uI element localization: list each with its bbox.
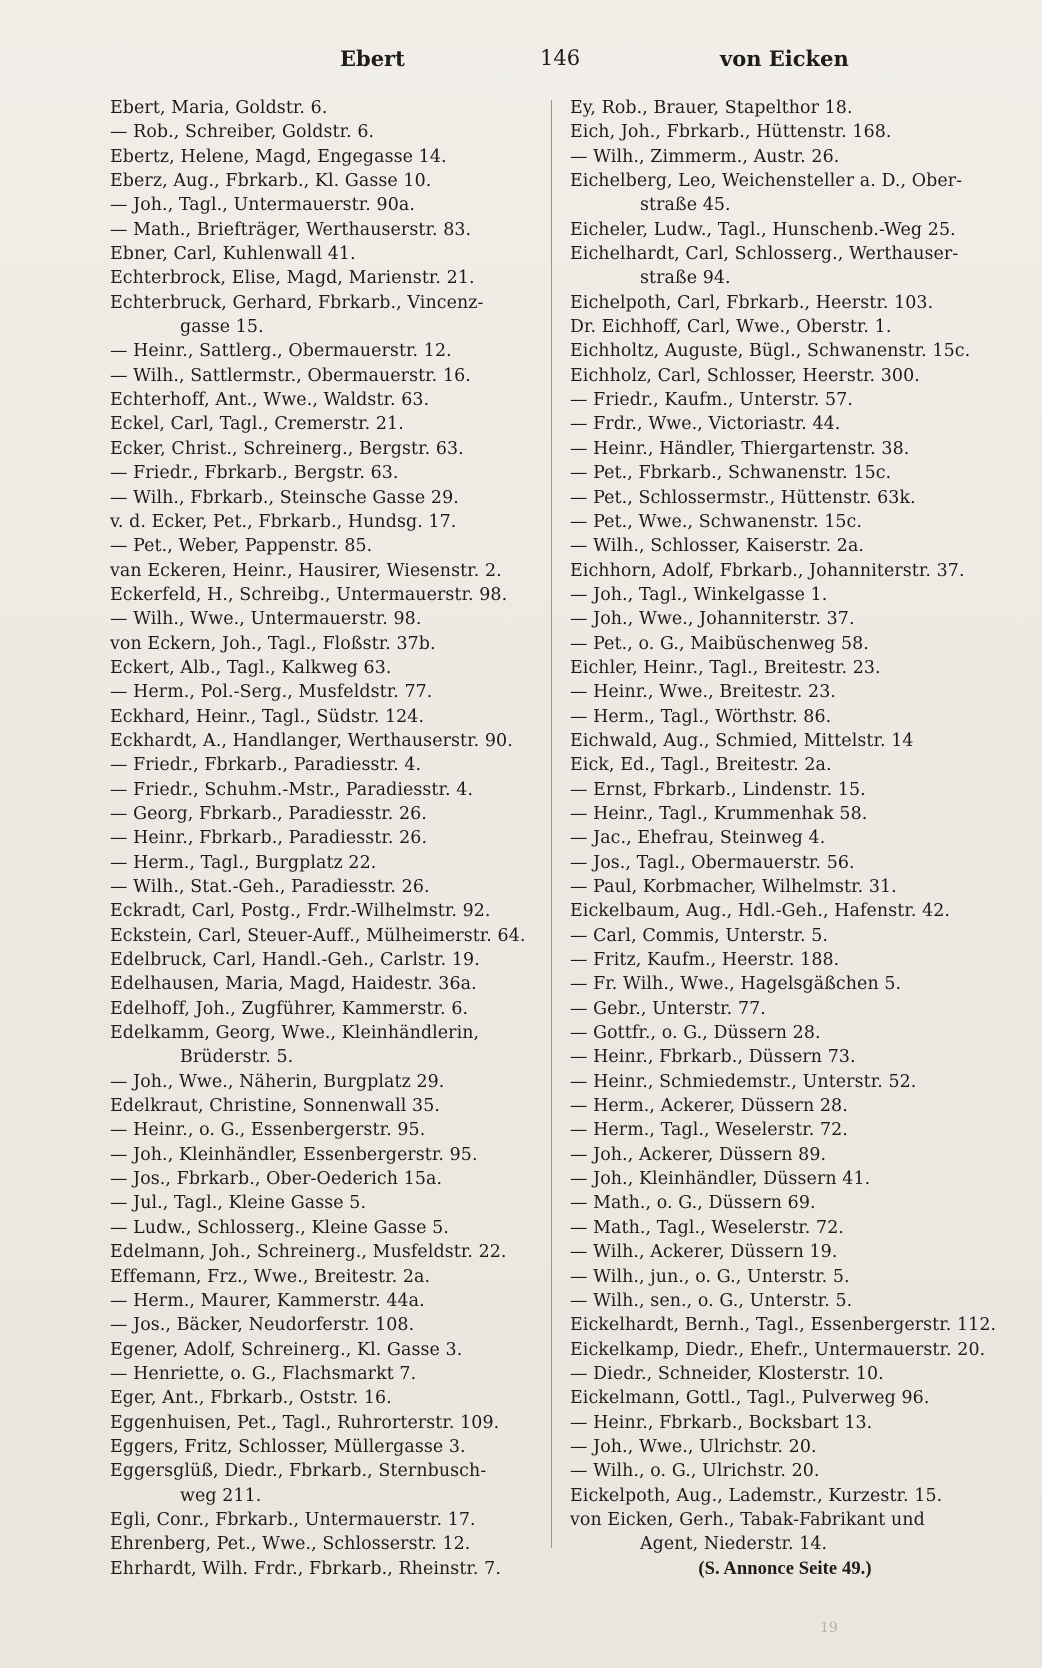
directory-entry: — Herm., Ackerer, Düssern 28. <box>570 1096 848 1117</box>
directory-entry: Echterbrock, Elise, Magd, Marienstr. 21. <box>110 268 475 289</box>
page-header <box>110 46 1000 82</box>
bleed-through-mark: 19 <box>820 1620 838 1636</box>
directory-entry: straße 45. <box>640 195 731 216</box>
directory-entry: Eckradt, Carl, Postg., Frdr.-Wilhelmstr. 92. <box>110 901 491 922</box>
directory-entry: Eichhorn, Adolf, Fbrkarb., Johanniterstr. 37. <box>570 560 965 581</box>
directory-entry: Edelkamm, Georg, Wwe., Kleinhändlerin, <box>110 1023 480 1044</box>
directory-entry: Eichelpoth, Carl, Fbrkarb., Heerstr. 103. <box>570 292 934 313</box>
directory-entry: Effemann, Frz., Wwe., Breitestr. 2a. <box>110 1266 431 1287</box>
directory-entry: Ecker, Christ., Schreinerg., Bergstr. 63. <box>110 438 464 459</box>
directory-entry: Eckstein, Carl, Steuer-Auff., Mülheimerstr. 64. <box>110 925 526 946</box>
directory-entry: — Math., o. G., Düssern 69. <box>570 1193 816 1214</box>
directory-entry: — Joh., Kleinhändler, Düssern 41. <box>570 1169 871 1190</box>
directory-entry: — Heinr., Tagl., Krummenhak 58. <box>570 803 868 824</box>
directory-entry: — Wilh., jun., o. G., Unterstr. 5. <box>570 1266 850 1287</box>
directory-entry: — Joh., Wwe., Näherin, Burgplatz 29. <box>110 1071 445 1092</box>
directory-entry: van Eckeren, Heinr., Hausirer, Wiesenstr. 2. <box>110 560 502 581</box>
directory-entry: — Wilh., Zimmerm., Austr. 26. <box>570 146 840 167</box>
directory-entry: — Rob., Schreiber, Goldstr. 6. <box>110 122 375 143</box>
directory-entry: Eichwald, Aug., Schmied, Mittelstr. 14 <box>570 730 914 751</box>
directory-entry: — Friedr., Fbrkarb., Bergstr. 63. <box>110 463 399 484</box>
directory-entry: — Wilh., o. G., Ulrichstr. 20. <box>570 1461 820 1482</box>
right-column <box>570 96 1000 1581</box>
directory-entry: Agent, Niederstr. 14. <box>640 1534 828 1555</box>
directory-entry: Eichelberg, Leo, Weichensteller a. D., Ober- <box>570 171 963 192</box>
directory-entry: — Wilh., Ackerer, Düssern 19. <box>570 1242 838 1263</box>
directory-entry: — Ernst, Fbrkarb., Lindenstr. 15. <box>570 779 866 800</box>
directory-entry: von Eicken, Gerh., Tabak-Fabrikant und <box>570 1509 925 1530</box>
directory-entry: — Henriette, o. G., Flachsmarkt 7. <box>110 1363 417 1384</box>
directory-entry: — Wilh., Wwe., Untermauerstr. 98. <box>110 609 422 630</box>
directory-entry: Eckhardt, A., Handlanger, Werthauserstr. 90. <box>110 730 513 751</box>
directory-entry: — Heinr., Wwe., Breitestr. 23. <box>570 682 837 703</box>
left-column <box>110 96 540 1581</box>
header-last-entry: von Eicken <box>720 46 849 71</box>
directory-entry: — Diedr., Schneider, Klosterstr. 10. <box>570 1363 884 1384</box>
directory-entry: — Pet., Weber, Pappenstr. 85. <box>110 536 373 557</box>
directory-entry: — Heinr., Fbrkarb., Paradiesstr. 26. <box>110 828 428 849</box>
directory-entry: v. d. Ecker, Pet., Fbrkarb., Hundsg. 17. <box>110 511 457 532</box>
directory-entry: — Joh., Ackerer, Düssern 89. <box>570 1144 827 1165</box>
directory-entry: — Math., Briefträger, Werthauserstr. 83. <box>110 219 472 240</box>
directory-entry: Ey, Rob., Brauer, Stapelthor 18. <box>570 98 853 118</box>
directory-entry: — Jos., Bäcker, Neudorferstr. 108. <box>110 1315 415 1336</box>
column-divider <box>551 100 552 1548</box>
directory-entry: gasse 15. <box>180 317 264 338</box>
directory-entry: Eich, Joh., Fbrkarb., Hüttenstr. 168. <box>570 122 892 143</box>
directory-entry: — Joh., Tagl., Untermauerstr. 90a. <box>110 195 415 216</box>
directory-entry: Eickelpoth, Aug., Lademstr., Kurzestr. 15. <box>570 1485 943 1506</box>
directory-entry: Eberz, Aug., Fbrkarb., Kl. Gasse 10. <box>110 171 432 192</box>
header-first-entry: Ebert <box>340 46 405 71</box>
directory-entry: — Heinr., o. G., Essenbergerstr. 95. <box>110 1120 426 1141</box>
directory-entry: Egli, Conr., Fbrkarb., Untermauerstr. 17. <box>110 1509 476 1530</box>
directory-entry: straße 94. <box>640 268 731 289</box>
directory-entry: — Jac., Ehefrau, Steinweg 4. <box>570 828 826 849</box>
directory-entry: — Herm., Tagl., Wörthstr. 86. <box>570 706 832 727</box>
directory-entry: Eickelkamp, Diedr., Ehefr., Untermauerstr. 20. <box>570 1339 986 1360</box>
annonce-reference: (S. Annonce Seite 49.) <box>698 1558 872 1579</box>
directory-entry: Eichelhardt, Carl, Schlosserg., Werthauser- <box>570 244 959 265</box>
directory-entry: — Joh., Wwe., Johanniterstr. 37. <box>570 609 855 630</box>
directory-entry: — Friedr., Schuhm.-Mstr., Paradiesstr. 4. <box>110 779 474 800</box>
directory-entry: Ebner, Carl, Kuhlenwall 41. <box>110 244 356 265</box>
directory-entry: — Joh., Tagl., Winkelgasse 1. <box>570 584 828 605</box>
directory-entry: — Pet., o. G., Maibüschenweg 58. <box>570 633 869 654</box>
directory-entry: — Herm., Pol.-Serg., Musfeldstr. 77. <box>110 682 433 703</box>
directory-entry: Echterhoff, Ant., Wwe., Waldstr. 63. <box>110 390 430 411</box>
directory-entry: Eick, Ed., Tagl., Breitestr. 2a. <box>570 755 832 776</box>
directory-entry: Eichler, Heinr., Tagl., Breitestr. 23. <box>570 657 881 678</box>
directory-entry: — Heinr., Schmiedemstr., Unterstr. 52. <box>570 1071 917 1092</box>
directory-entry: Brüderstr. 5. <box>180 1047 294 1068</box>
directory-entry: Ehrhardt, Wilh. Frdr., Fbrkarb., Rheinstr. 7. <box>110 1558 501 1579</box>
directory-entry: Ebertz, Helene, Magd, Engegasse 14. <box>110 146 447 167</box>
page-number: 146 <box>540 46 581 70</box>
directory-entry: Edelhoff, Joh., Zugführer, Kammerstr. 6. <box>110 998 469 1019</box>
directory-entry: — Gottfr., o. G., Düssern 28. <box>570 1023 821 1044</box>
directory-entry: Eickelhardt, Bernh., Tagl., Essenbergerstr. 112. <box>570 1315 997 1336</box>
directory-entry: — Friedr., Fbrkarb., Paradiesstr. 4. <box>110 755 422 776</box>
directory-entry: Echterbruck, Gerhard, Fbrkarb., Vincenz- <box>110 292 484 313</box>
directory-entry: — Fr. Wilh., Wwe., Hagelsgäßchen 5. <box>570 974 902 995</box>
directory-entry: Eckel, Carl, Tagl., Cremerstr. 21. <box>110 414 404 435</box>
directory-entry: — Heinr., Fbrkarb., Bocksbart 13. <box>570 1412 873 1433</box>
directory-entry: — Friedr., Kaufm., Unterstr. 57. <box>570 390 854 411</box>
directory-entry: Eckert, Alb., Tagl., Kalkweg 63. <box>110 657 392 678</box>
directory-entry: — Heinr., Händler, Thiergartenstr. 38. <box>570 438 910 459</box>
directory-entry: Eckhard, Heinr., Tagl., Südstr. 124. <box>110 706 425 727</box>
directory-entry: — Wilh., Sattlermstr., Obermauerstr. 16. <box>110 365 471 386</box>
directory-entry: — Joh., Wwe., Ulrichstr. 20. <box>570 1436 817 1457</box>
directory-entry: Eggersglüß, Diedr., Fbrkarb., Sternbusch- <box>110 1461 487 1482</box>
directory-entry: Ebert, Maria, Goldstr. 6. <box>110 98 328 118</box>
directory-entry: — Jos., Tagl., Obermauerstr. 56. <box>570 852 855 873</box>
directory-entry: — Heinr., Sattlerg., Obermauerstr. 12. <box>110 341 452 362</box>
directory-entry: — Joh., Kleinhändler, Essenbergerstr. 95. <box>110 1144 478 1165</box>
directory-entry: Egener, Adolf, Schreinerg., Kl. Gasse 3. <box>110 1339 463 1360</box>
directory-entry: — Wilh., Schlosser, Kaiserstr. 2a. <box>570 536 865 557</box>
directory-entry: — Gebr., Unterstr. 77. <box>570 998 766 1019</box>
directory-entry: Edelbruck, Carl, Handl.-Geh., Carlstr. 19. <box>110 950 480 971</box>
directory-entry: — Paul, Korbmacher, Wilhelmstr. 31. <box>570 877 897 897</box>
directory-entry: — Pet., Fbrkarb., Schwanenstr. 15c. <box>570 463 892 484</box>
directory-entry: — Frdr., Wwe., Victoriastr. 44. <box>570 414 841 435</box>
directory-entry: — Wilh., sen., o. G., Unterstr. 5. <box>570 1290 853 1311</box>
directory-entry: — Math., Tagl., Weselerstr. 72. <box>570 1217 845 1238</box>
directory-entry: Eichholz, Carl, Schlosser, Heerstr. 300. <box>570 365 920 386</box>
directory-entry: — Pet., Wwe., Schwanenstr. 15c. <box>570 511 863 532</box>
directory-entry: Edelkraut, Christine, Sonnenwall 35. <box>110 1096 440 1117</box>
directory-entry: Edelmann, Joh., Schreinerg., Musfeldstr. 22. <box>110 1242 507 1263</box>
directory-entry: Eickelbaum, Aug., Hdl.-Geh., Hafenstr. 42. <box>570 901 951 922</box>
directory-entry: — Ludw., Schlosserg., Kleine Gasse 5. <box>110 1217 449 1238</box>
directory-entry: — Heinr., Fbrkarb., Düssern 73. <box>570 1047 856 1068</box>
directory-entry: — Pet., Schlossermstr., Hüttenstr. 63k. <box>570 487 916 508</box>
directory-entry: Dr. Eichhoff, Carl, Wwe., Oberstr. 1. <box>570 317 892 338</box>
directory-entry: — Herm., Tagl., Burgplatz 22. <box>110 852 377 873</box>
directory-entry: Eggenhuisen, Pet., Tagl., Ruhrorterstr. 109. <box>110 1412 500 1433</box>
directory-entry: — Wilh., Fbrkarb., Steinsche Gasse 29. <box>110 487 459 508</box>
directory-entry: — Georg, Fbrkarb., Paradiesstr. 26. <box>110 803 427 824</box>
directory-entry: Eger, Ant., Fbrkarb., Oststr. 16. <box>110 1388 392 1409</box>
directory-entry: Eckerfeld, H., Schreibg., Untermauerstr. 98. <box>110 584 508 605</box>
directory-entry: Eickelmann, Gottl., Tagl., Pulverweg 96. <box>570 1388 930 1409</box>
directory-entry: Edelhausen, Maria, Magd, Haidestr. 36a. <box>110 974 477 995</box>
directory-entry: Ehrenberg, Pet., Wwe., Schlosserstr. 12. <box>110 1534 471 1555</box>
directory-entry: — Jul., Tagl., Kleine Gasse 5. <box>110 1193 367 1214</box>
directory-entry: — Herm., Tagl., Weselerstr. 72. <box>570 1120 848 1141</box>
directory-entry: weg 211. <box>180 1485 262 1506</box>
directory-entry: — Wilh., Stat.-Geh., Paradiesstr. 26. <box>110 877 430 897</box>
directory-entry: Eicheler, Ludw., Tagl., Hunschenb.-Weg 25. <box>570 219 956 240</box>
directory-entry: Eichholtz, Auguste, Bügl., Schwanenstr. 15c. <box>570 341 971 362</box>
directory-entry: von Eckern, Joh., Tagl., Floßstr. 37b. <box>110 633 436 654</box>
directory-entry: — Jos., Fbrkarb., Ober-Oederich 15a. <box>110 1169 443 1190</box>
directory-entry: — Fritz, Kaufm., Heerstr. 188. <box>570 950 840 971</box>
directory-entry: — Carl, Commis, Unterstr. 5. <box>570 925 829 946</box>
directory-entry: — Herm., Maurer, Kammerstr. 44a. <box>110 1290 425 1311</box>
directory-entry: Eggers, Fritz, Schlosser, Müllergasse 3. <box>110 1436 466 1457</box>
